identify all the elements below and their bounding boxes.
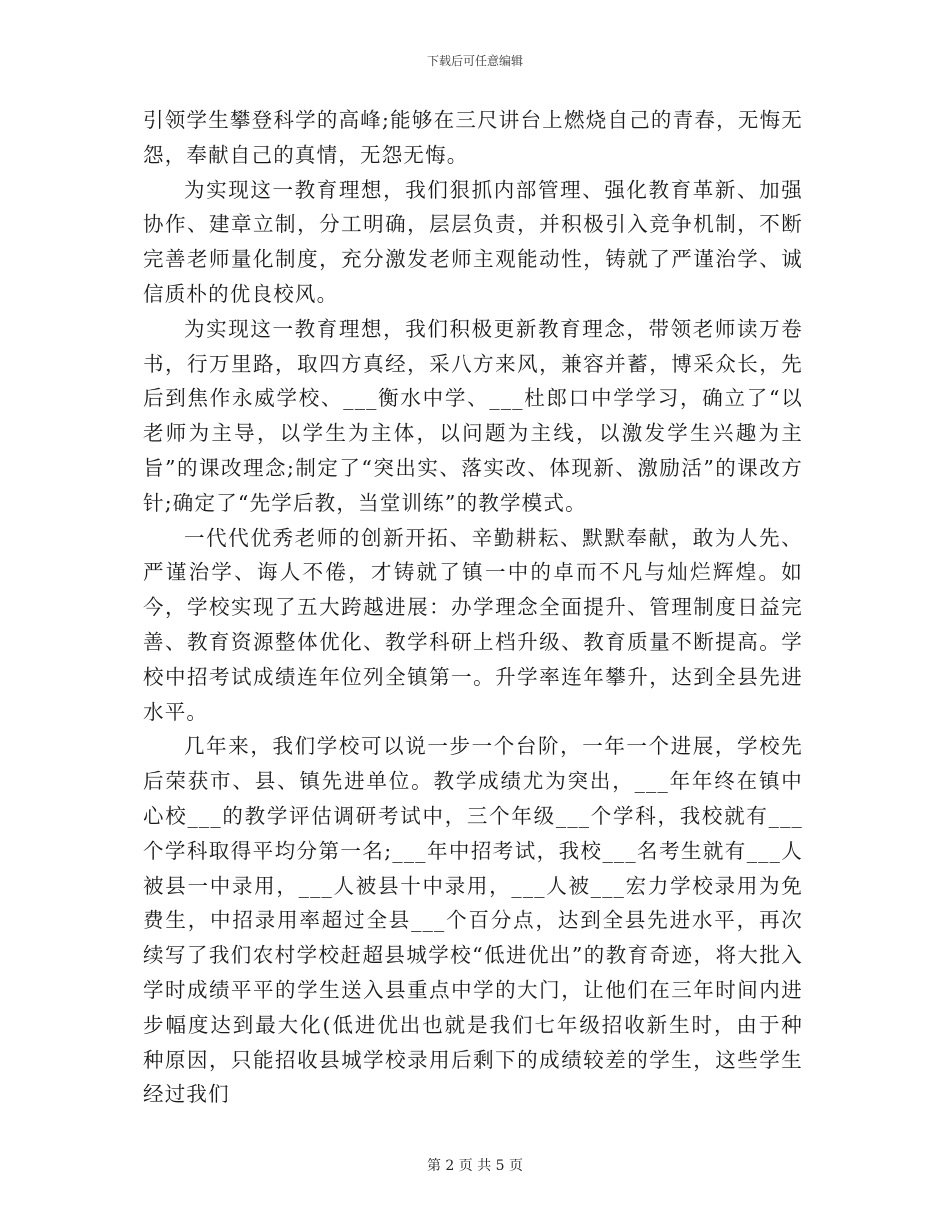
page-number: 第 2 页 共 5 页 [426, 1158, 524, 1174]
paragraph-2: 为实现这一教育理想，我们狠抓内部管理、强化教育革新、加强协作、建章立制，分工明确，层层负责，并积极引入竞争机制，不断完善老师量化制度，充分激发老师主观能动性，铸就了严谨治学、诚信质朴的优良校风。 [143, 177, 803, 306]
paragraph-1: 引领学生攀登科学的高峰;能够在三尺讲台上燃烧自己的青春，无悔无怨，奉献自己的真情，无怨无悔。 [143, 108, 803, 167]
page-header: 下载后可任意编辑 [426, 54, 523, 68]
paragraph-4: 一代代优秀老师的创新开拓、辛勤耕耘、默默奉献，敢为人先、严谨治学、诲人不倦，才铸就了镇一中的卓而不凡与灿烂辉煌。如今，学校实现了五大跨越进展：办学理念全面提升、管理制度日益完善、教育资源整体优化、教学科研上档升级、教育质量不断提高。学校中招考试成绩连年位列全镇第一。升学率连年攀升，达到全县先进水平。 [143, 525, 803, 724]
paragraph-3: 为实现这一教育理想，我们积极更新教育理念，带领老师读万卷书，行万里路，取四方真经，采八方来风，兼容并蓄，博采众长，先后到焦作永威学校、___衡水中学、___杜郎口中学学习，确立了“以老师为主导，以学生为主体，以问题为主线，以激发学生兴趣为主旨”的课改理念;制定了“突出实、落实改、体现新、激励活”的课改方针;确定了“先学后教，当堂训练”的教学模式。 [143, 316, 803, 515]
document-body [143, 103, 803, 1112]
paragraph-5: 几年来，我们学校可以说一步一个台阶，一年一个进展，学校先后荣获市、县、镇先进单位。教学成绩尤为突出，___年年终在镇中心校___的教学评估调研考试中，三个年级___个学科，我校就有___个学科取得平均分第一名;___年中招考试，我校___名考生就有___人被县一中录用，___人被县十中录用，___人被___宏力学校录用为免费生，中招录用率超过全县___个百分点，达到全县先进水平，再次续写了我们农村学校赶超县城学校“低进优出”的教育奇迹，将大批入学时成绩平平的学生送入县重点中学的大门，让他们在三年时间内进步幅度达到最大化(低进优出也就是我们七年级招收新生时，由于种种原因，只能招收县城学校录用后剩下的成绩较差的学生，这些学生经过我们 [143, 734, 803, 1107]
